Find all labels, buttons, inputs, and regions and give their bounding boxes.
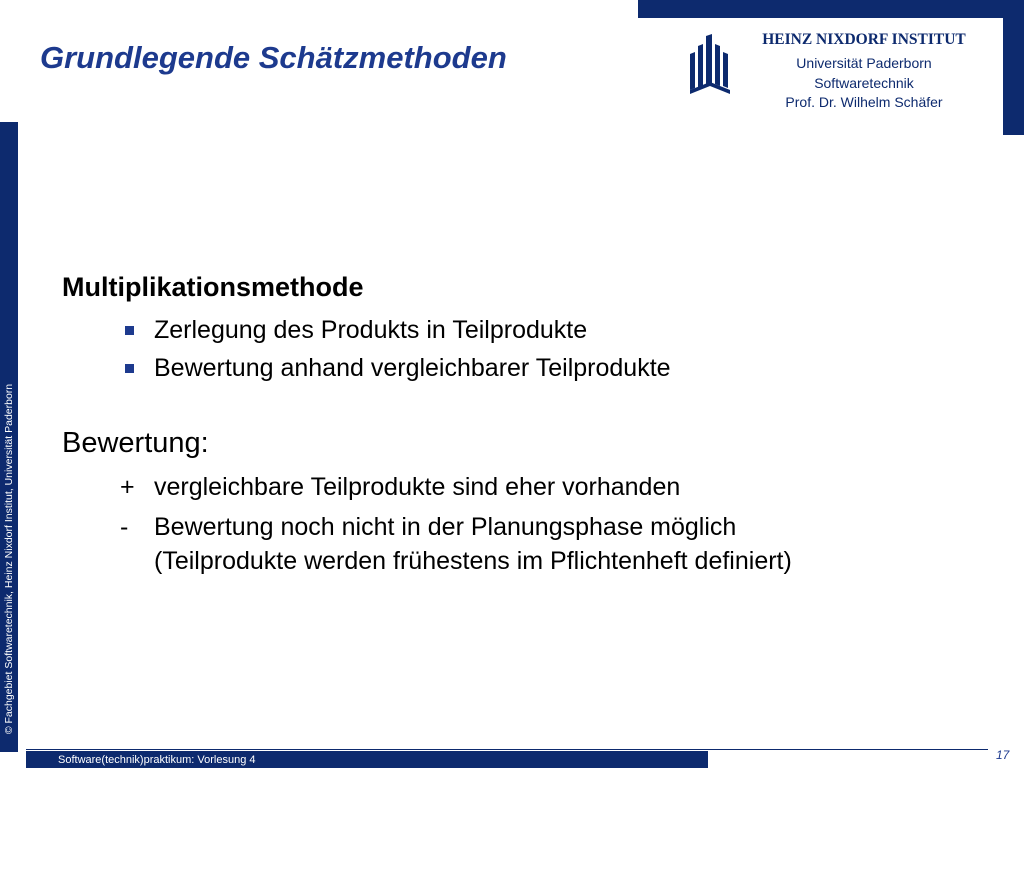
department-name: Softwaretechnik — [814, 75, 914, 91]
evaluation-pro — [62, 470, 992, 504]
footer-divider — [26, 749, 988, 750]
bullet-square-icon — [125, 364, 134, 373]
university-name: Universität Paderborn — [796, 55, 932, 71]
institute-logo — [688, 24, 990, 116]
right-decoration-bar — [1003, 18, 1024, 135]
copyright-sidebar-text: © Fachgebiet Softwaretechnik, Heinz Nixdorf Institut, Universität Paderborn — [3, 383, 15, 735]
minus-sign: - — [120, 513, 129, 541]
bullet-text: Zerlegung des Produkts in Teilprodukte — [154, 316, 588, 344]
evaluation-pro-text: vergleichbare Teilprodukte sind eher vorhanden — [154, 473, 681, 501]
bullet-item — [62, 349, 992, 387]
plus-sign: + — [120, 473, 135, 501]
university-paderborn-logo-icon — [688, 32, 734, 94]
footer-course-title: Software(technik)praktikum: Vorlesung 4 — [58, 754, 256, 766]
institute-name: HEINZ NIXDORF INSTITUT — [762, 31, 966, 48]
evaluation-con — [62, 510, 992, 578]
bullet-item — [62, 311, 992, 349]
bullet-square-icon — [125, 326, 134, 335]
evaluation-con-text-line2: (Teilprodukte werden frühestens im Pflichtenheft definiert) — [154, 547, 792, 575]
slide-title: Grundlegende Schätzmethoden — [40, 40, 507, 75]
top-decoration-bar — [638, 0, 1024, 18]
slide-content — [62, 272, 992, 584]
bullet-text: Bewertung anhand vergleichbarer Teilprodukte — [154, 354, 671, 382]
bullet-list — [62, 311, 992, 387]
page-number: 17 — [996, 748, 1010, 762]
evaluation-heading: Bewertung: — [62, 427, 209, 459]
left-decoration-bar — [0, 122, 18, 752]
section-heading: Multiplikationsmethode — [62, 272, 364, 302]
professor-name: Prof. Dr. Wilhelm Schäfer — [785, 94, 943, 110]
evaluation-con-text-line1: Bewertung noch nicht in der Planungsphase möglich — [154, 513, 737, 541]
